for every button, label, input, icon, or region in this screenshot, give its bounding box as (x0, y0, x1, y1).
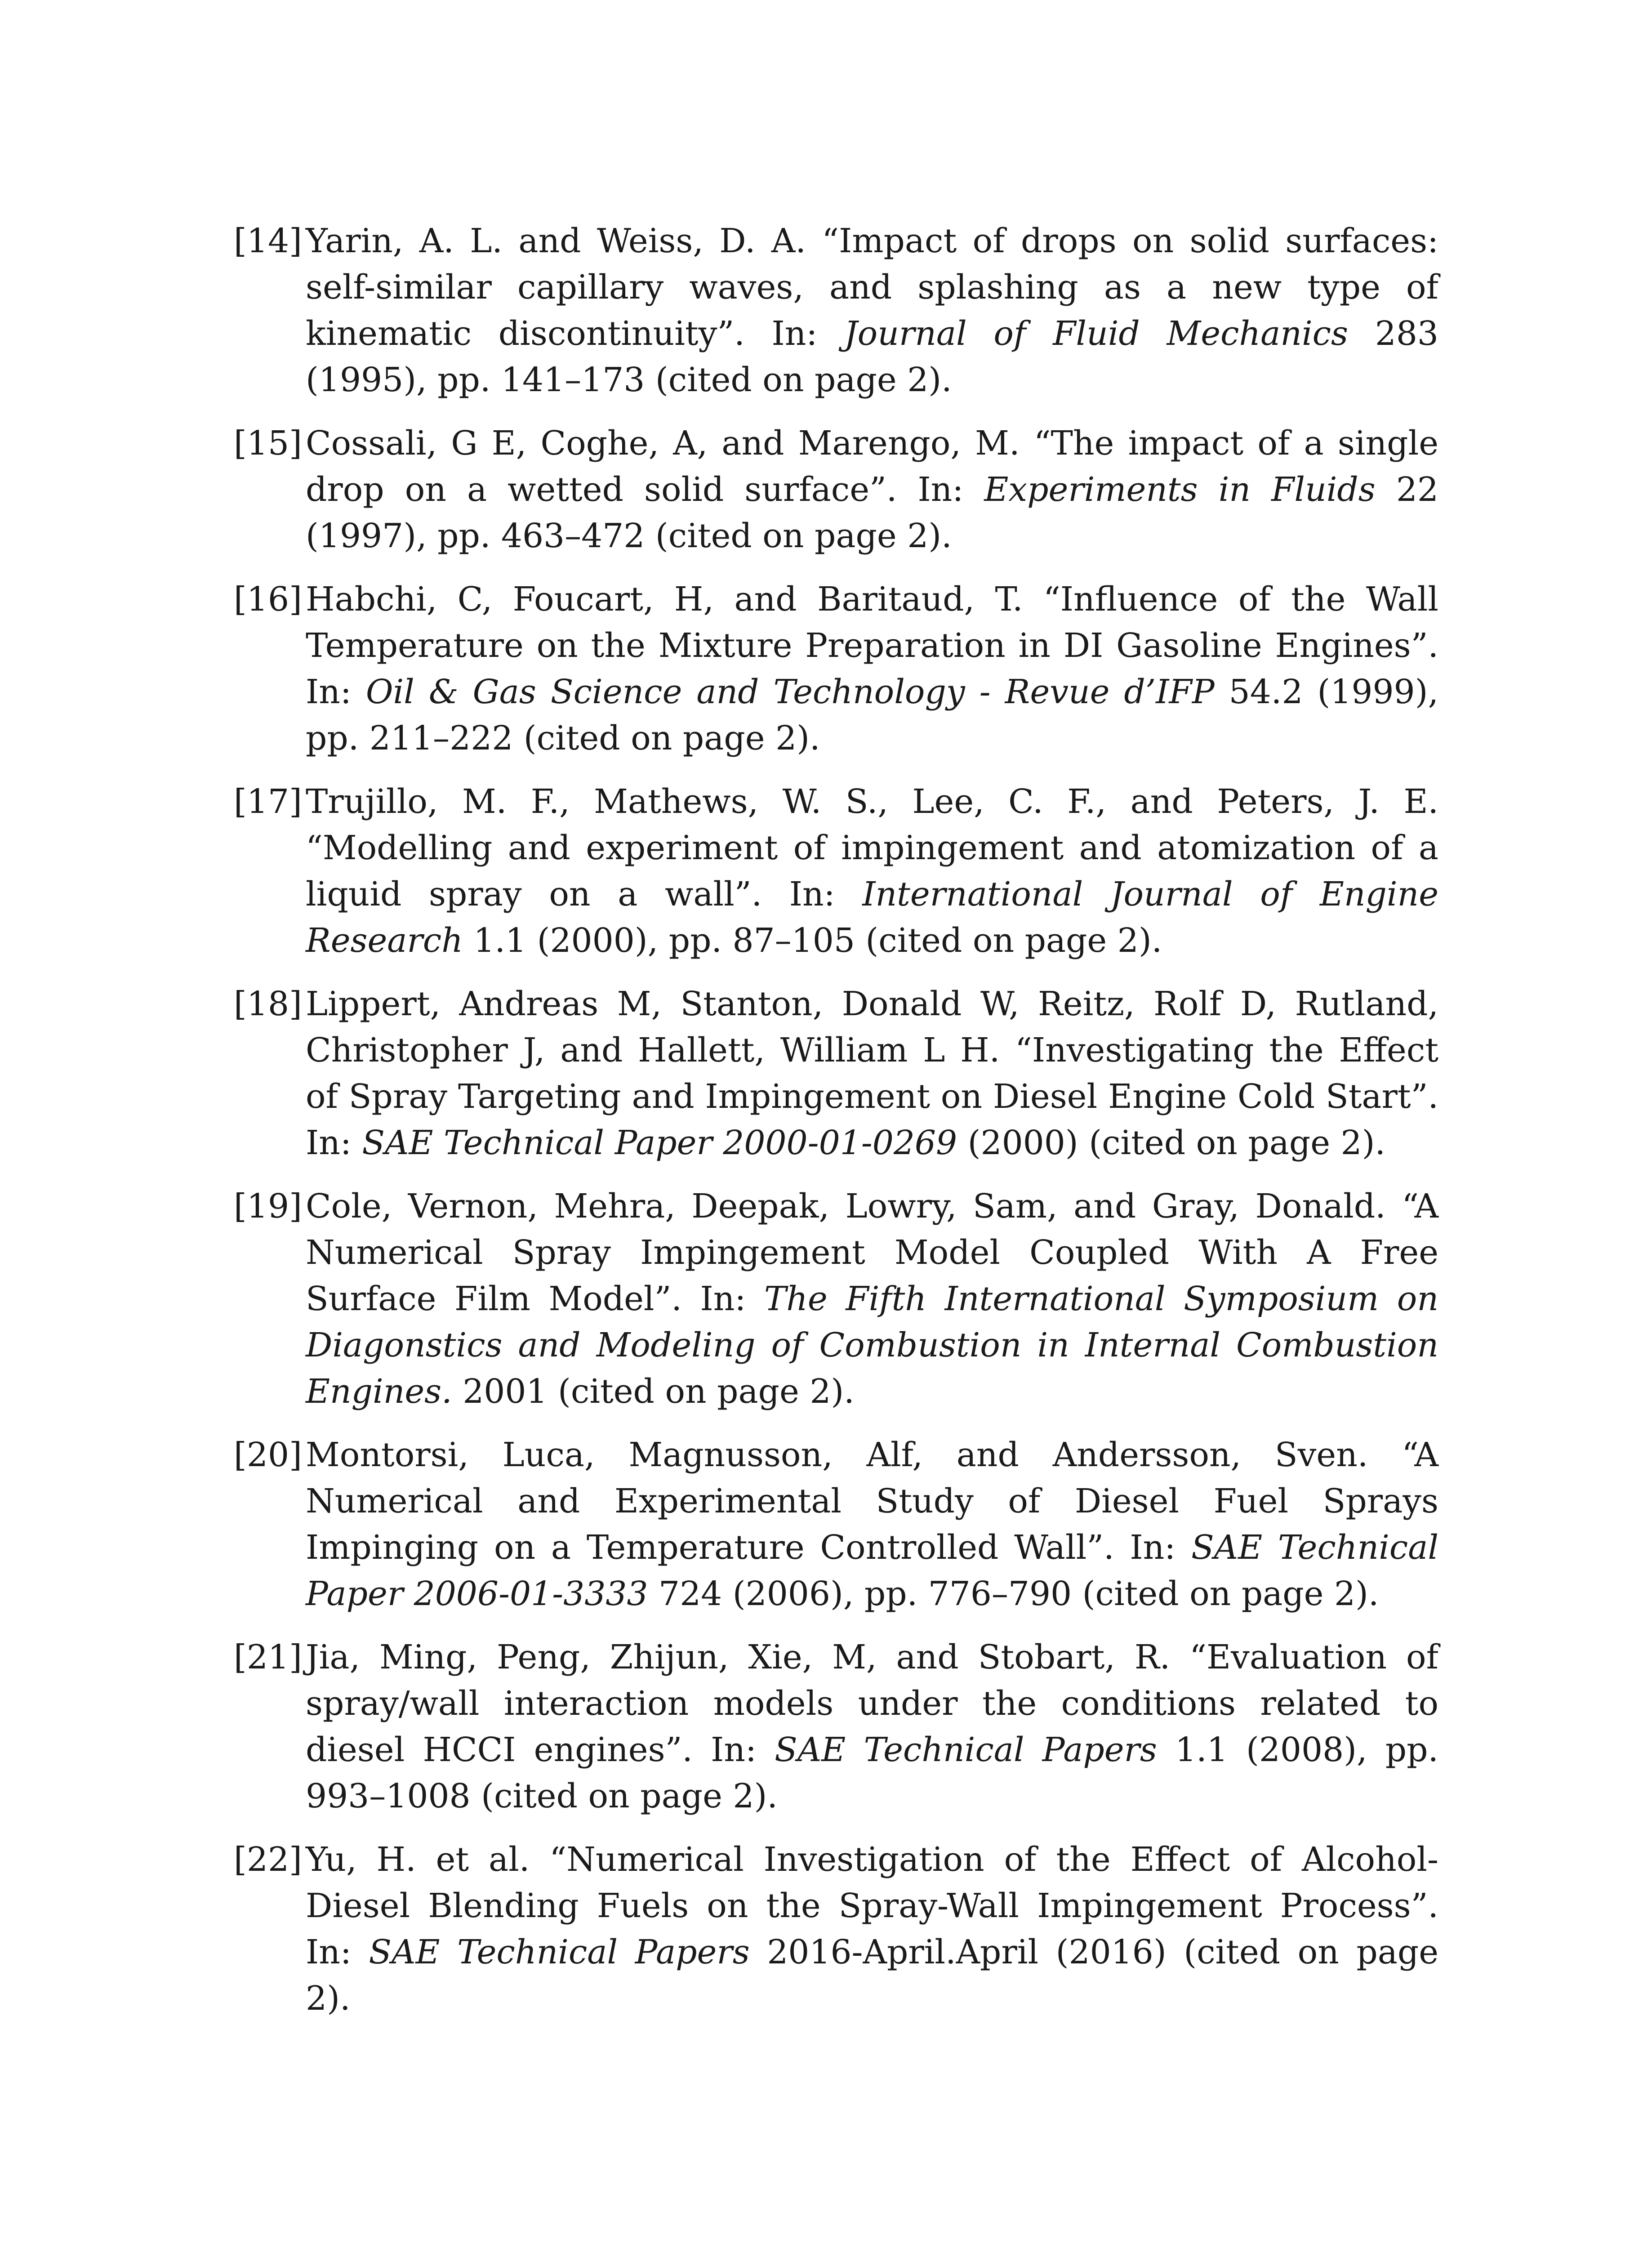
reference-venue: SAE Technical Paper 2006-01-3333 (306, 1528, 1438, 1613)
reference-number: [14] (234, 222, 302, 260)
reference-number: [22] (234, 1840, 302, 1879)
reference-text (306, 782, 1438, 960)
reference-text (306, 580, 1438, 758)
reference-venue: SAE Technical Paper 2000-01-0269 (362, 1124, 957, 1162)
reference-text (306, 222, 1438, 399)
reference-authors-title: Jia, Ming, Peng, Zhijun, Xie, M, and Stobart, R. “Evaluation of spray/wall interaction models under the conditions related to diesel HCCI engines”. In: (306, 1638, 1438, 1769)
reference-text (306, 1638, 1438, 1815)
reference-number: [15] (234, 424, 302, 463)
reference-details: 2001 (cited on page 2). (452, 1372, 855, 1411)
reference-details: 54.2 (1999), pp. 211–222 (cited on page 2). (306, 673, 1438, 758)
reference-number: [21] (234, 1638, 302, 1677)
reference-venue: The Fifth International Symposium on Diagonstics and Modeling of Combustion in Internal Combustion Engines. (306, 1280, 1438, 1411)
reference-venue: SAE Technical Papers (369, 1933, 750, 1971)
reference-authors-title: Lippert, Andreas M, Stanton, Donald W, Reitz, Rolf D, Rutland, Christopher J, and Hallett, William L H. “Investigating the Effect of Spray Targeting and Impingement on Diesel Engine Cold Start”. In: (306, 985, 1438, 1162)
reference-details: 2016-April.April (2016) (cited on page 2). (306, 1933, 1438, 2018)
reference-number: [18] (234, 985, 302, 1023)
reference-text (306, 1436, 1438, 1613)
reference-authors-title: Habchi, C, Foucart, H, and Baritaud, T. “Influence of the Wall Temperature on the Mixture Preparation in DI Gasoline Engines”. In: (306, 580, 1438, 711)
reference-item (234, 1634, 1438, 1820)
reference-item (234, 981, 1438, 1166)
reference-venue: International Journal of Engine Research (306, 875, 1438, 960)
reference-authors-title: Trujillo, M. F., Mathews, W. S., Lee, C. F., and Peters, J. E. “Modelling and experiment of impingement and atomization of a liquid spray on a wall”. In: (306, 782, 1438, 914)
reference-number: [16] (234, 580, 302, 619)
reference-item (234, 1432, 1438, 1617)
reference-venue: SAE Technical Papers (775, 1731, 1157, 1769)
reference-authors-title: Montorsi, Luca, Magnusson, Alf, and Andersson, Sven. “A Numerical and Experimental Study of Diesel Fuel Sprays Impinging on a Temperature Controlled Wall”. In: (306, 1436, 1438, 1567)
reference-details: 1.1 (2000), pp. 87–105 (cited on page 2). (463, 921, 1162, 960)
reference-details: 724 (2006), pp. 776–790 (cited on page 2). (648, 1574, 1379, 1613)
reference-number: [19] (234, 1187, 302, 1226)
reference-text (306, 1187, 1438, 1411)
reference-details: 283 (1995), pp. 141–173 (cited on page 2). (306, 314, 1438, 399)
reference-item (234, 1837, 1438, 2022)
reference-authors-title: Cossali, G E, Coghe, A, and Marengo, M. “The impact of a single drop on a wetted solid surface”. In: (306, 424, 1438, 509)
reference-text (306, 424, 1438, 555)
reference-list (234, 218, 1438, 2039)
reference-venue: Journal of Fluid Mechanics (844, 314, 1349, 353)
reference-text (306, 1840, 1438, 2018)
reference-venue: Experiments in Fluids (984, 470, 1376, 509)
reference-details: (2000) (cited on page 2). (957, 1124, 1385, 1162)
reference-venue: Oil & Gas Science and Technology - Revue d’IFP (365, 673, 1215, 711)
reference-details: 22 (1997), pp. 463–472 (cited on page 2). (306, 470, 1438, 555)
reference-item (234, 218, 1438, 403)
reference-number: [17] (234, 782, 302, 821)
reference-text (306, 985, 1438, 1162)
reference-item (234, 420, 1438, 559)
reference-authors-title: Yu, H. et al. “Numerical Investigation of the Effect of Alcohol-Diesel Blending Fuels on the Spray-Wall Impingement Process”. In: (306, 1840, 1438, 1971)
reference-number: [20] (234, 1436, 302, 1474)
reference-item (234, 1183, 1438, 1415)
reference-authors-title: Yarin, A. L. and Weiss, D. A. “Impact of drops on solid surfaces: self-similar capillary waves, and splashing as a new type of kinematic discontinuity”. In: (306, 222, 1438, 353)
reference-item (234, 779, 1438, 964)
reference-details: 1.1 (2008), pp. 993–1008 (cited on page 2). (306, 1731, 1438, 1815)
reference-item (234, 576, 1438, 762)
reference-authors-title: Cole, Vernon, Mehra, Deepak, Lowry, Sam, and Gray, Donald. “A Numerical Spray Impingement Model Coupled With A Free Surface Film Model”. In: (306, 1187, 1438, 1318)
